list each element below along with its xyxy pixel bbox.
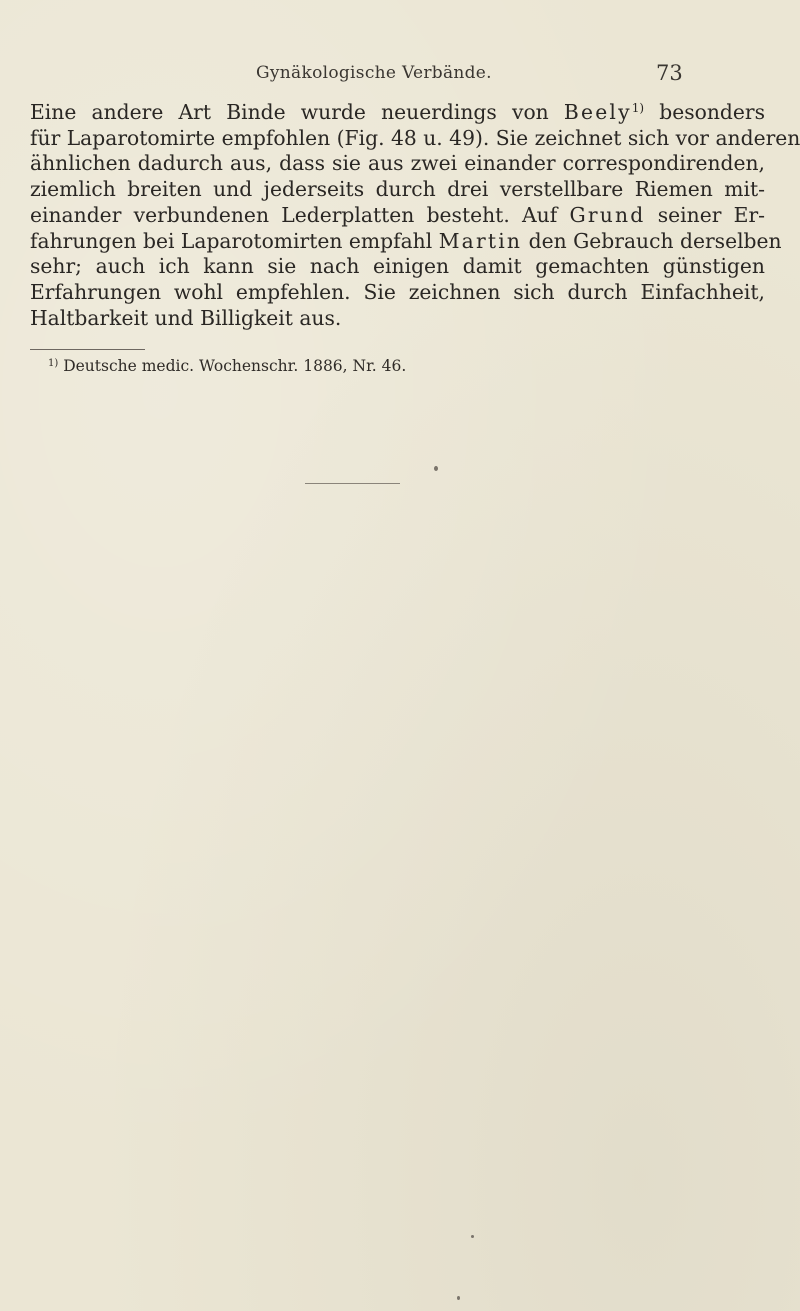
text-segment: fahrungen bei Laparotomirten empfahl — [30, 228, 439, 253]
paper-speck — [471, 1235, 474, 1238]
text-segment: den Gebrauch derselben — [522, 228, 782, 253]
text-line-1 — [30, 100, 765, 126]
text-segment: einander verbundenen Lederplatten besteht. Auf — [30, 202, 570, 227]
footnote-reference: 1) — [631, 101, 645, 115]
stray-print-mark — [305, 483, 400, 484]
author-name-beely: Beely — [563, 100, 632, 124]
author-name-grund: Grund — [569, 202, 646, 227]
text-line-5 — [30, 203, 765, 229]
footnote — [48, 356, 406, 376]
footnote-text: Deutsche medic. Wochenschr. 1886, Nr. 46. — [58, 357, 407, 375]
footnote-marker: 1) — [48, 358, 59, 369]
paper-speck — [434, 466, 438, 471]
text-segment: Eine andere Art Binde wurde neuerdings von — [30, 100, 564, 124]
page-number: 73 — [656, 61, 683, 85]
text-line-3: ähnlichen dadurch aus, dass sie aus zwei einander correspondirenden, — [30, 151, 765, 176]
running-title: Gynäkologische Verbände. — [256, 63, 492, 83]
text-line-4: ziemlich breiten und jederseits durch drei verstellbare Riemen mit- — [30, 177, 765, 202]
author-name-martin: Martin — [438, 228, 523, 253]
text-line-9: Haltbarkeit und Billigkeit aus. — [30, 305, 342, 330]
footnote-divider — [30, 349, 145, 350]
paper-speck — [457, 1296, 460, 1300]
body-paragraph — [30, 100, 800, 331]
text-line-2: für Laparotomirte empfohlen (Fig. 48 u. 49). Sie zeichnet sich vor anderen — [30, 125, 800, 150]
text-line-8: Erfahrungen wohl empfehlen. Sie zeichnen sich durch Einfachheit, — [30, 279, 765, 304]
text-line-6 — [30, 228, 782, 255]
text-segment: seiner Er- — [645, 202, 765, 227]
text-segment: besonders — [644, 100, 766, 124]
text-line-7: sehr; auch ich kann sie nach einigen damit gemachten günstigen — [30, 254, 765, 279]
